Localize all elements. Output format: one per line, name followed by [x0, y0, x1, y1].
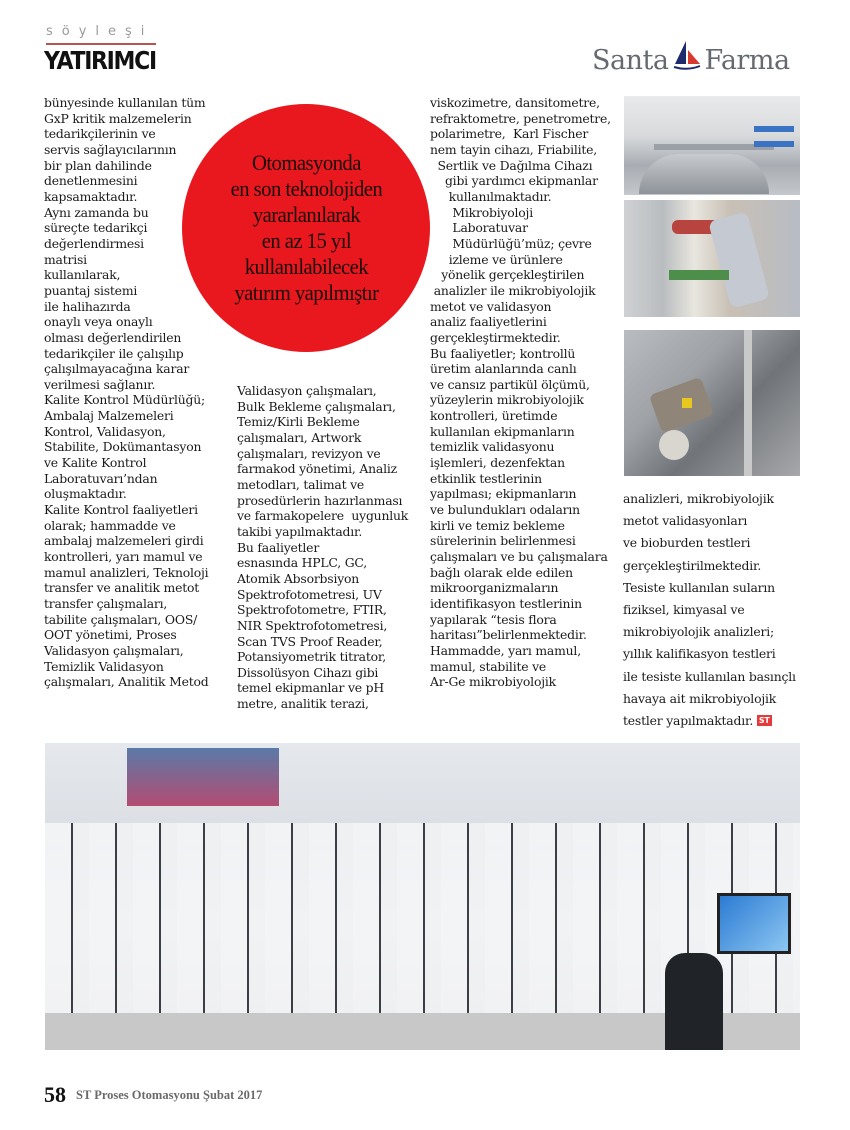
- sailboat-icon: [672, 40, 702, 72]
- publication-footer: ST Proses Otomasyonu Şubat 2017: [76, 1088, 263, 1102]
- logo-text-right: Farma: [704, 45, 790, 76]
- pullquote-circle: [182, 104, 430, 352]
- article-column-3: viskozimetre, dansitometre, refraktometre, penetrometre, polarimetre, Karl Fischer nem tayin cihazı, Friabilite, Sertlik ve Dağılma Cihazı gibi yardımcı ekipmanlar kullanılmaktadır. Mikrobiyoloji Laboratuvar Müdürlüğü’müz; çevre izleme ve ürünlere yönelik gerçekleştirilen analizler ile mikrobiyolojik metot ve validasyon analiz faaliyetlerini gerçekleştirmektedir. Bu faaliyetler; kontrollü üretim alanlarında canlı ve cansız partikül ölçümü, yüzeylerin mikrobiyolojik kontrolleri, üretimde kullanılan ekipmanların temizlik validasyonu işlemleri, dezenfektan etkinlik testlerinin yapılması; ekipmanların ve bulundukları odaların kirli ve temiz bekleme sürelerinin belirlenmesi çalışmaları ve bu çalışmalara bağlı olarak elde edilen mikroorganizmaların identifikasyon testlerinin yapılarak “tesis flora haritası”belirlenmektedir. Hammadde, yarı mamul, mamul, stabilite ve Ar-Ge mikrobiyolojik: [430, 95, 611, 690]
- packaging-machine-photo: [624, 330, 800, 476]
- logo-text-left: Santa: [592, 45, 669, 76]
- robot-arm-photo: [624, 200, 800, 317]
- process-tank-photo: [624, 96, 800, 195]
- santa-farma-logo: [592, 40, 790, 76]
- article-column-4: [623, 488, 796, 732]
- section-title: YATIRIMCI: [44, 46, 156, 75]
- pullquote-text: Otomasyonda en son teknolojiden yararlanılarak en az 15 yıl kullanılabilecek yatırım yapılmıştır: [230, 150, 382, 305]
- column-4-text: analizleri, mikrobiyolojik metot validasyonları ve bioburden testleri gerçekleştirilmektedir. Tesiste kullanılan suların fiziksel, kimyasal ve mikrobiyolojik analizleri; yıllık kalifikasyon testleri ile tesiste kullanılan basınçlı havaya ait mikrobiyolojik testler yapılmaktadır.: [623, 491, 796, 729]
- kicker-divider: [46, 43, 156, 45]
- end-mark-badge: ST: [758, 716, 770, 726]
- team-lab-photo: [45, 743, 800, 1050]
- article-column-2: Validasyon çalışmaları, Bulk Bekleme çalışmaları, Temiz/Kirli Bekleme çalışmaları, Artwork çalışmaları, revizyon ve farmakod yönetimi, Analiz metodları, talimat ve prosedürlerin hazırlanması ve farmakopelere uygunluk takibi yapılmaktadır. Bu faaliyetler esnasında HPLC, GC, Atomik Absorbsiyon Spektrofotometresi, UV Spektrofotometre, FTIR, NIR Spektrofotometresi, Scan TVS Proof Reader, Potansiyometrik titrator, Dissolüsyon Cihazı gibi temel ekipmanlar ve pH metre, analitik terazi,: [237, 383, 409, 712]
- page-number: 58: [44, 1082, 66, 1107]
- section-kicker: söyleşi: [46, 24, 154, 39]
- article-column-1: bünyesinde kullanılan tüm GxP kritik malzemelerin tedarikçilerinin ve servis sağlayıcılarının bir plan dahilinde denetlenmesini kapsamaktadır. Aynı zamanda bu süreçte tedarikçi değerlendirmesi matrisi kullanılarak, puantaj sistemi ile halihazırda onaylı veya onaylı olması değerlendirilen tedarikçiler ile çalışılıp çalışılmayacağına karar verilmesi sağlanır. Kalite Kontrol Müdürlüğü; Ambalaj Malzemeleri Kontrol, Validasyon, Stabilite, Dokümantasyon ve Kalite Kontrol Laboratuvarı’ndan oluşmaktadır. Kalite Kontrol faaliyetleri olarak; hammadde ve ambalaj malzemeleri girdi kontrolleri, yarı mamul ve mamul analizleri, Teknoloji transfer ve analitik metot transfer çalışmaları, tabilite çalışmaları, OOS/ OOT yönetimi, Proses Validasyon çalışmaları, Temizlik Validasyon çalışmaları, Analitik Metod: [44, 95, 209, 690]
